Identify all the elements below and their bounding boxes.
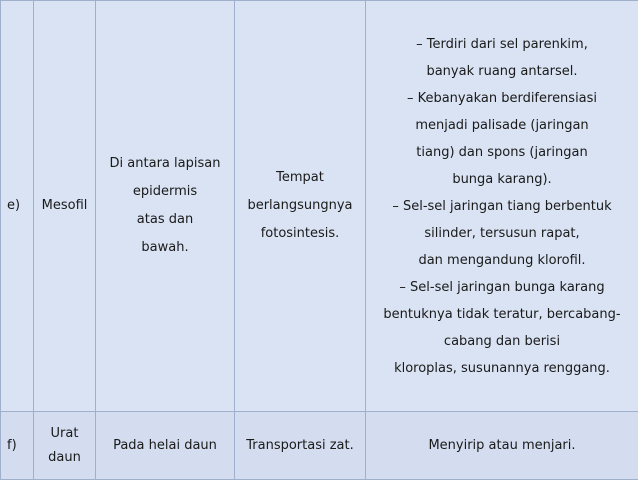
location-line: atas dan <box>100 206 230 234</box>
tissue-description: Menyirip atau menjari. <box>366 412 638 480</box>
description-line: kloroplas, susunannya renggang. <box>370 355 634 382</box>
description-line: cabang dan berisi <box>370 328 634 355</box>
tissue-name: Mesofil <box>34 1 96 412</box>
description-line: – Sel-sel jaringan tiang berbentuk <box>370 193 634 220</box>
row-label: e) <box>1 1 34 412</box>
name-line: Urat <box>38 422 91 446</box>
tissue-description <box>366 1 638 412</box>
description-line: menjadi palisade (jaringan <box>370 112 634 139</box>
tissue-function: Transportasi zat. <box>235 412 366 480</box>
function-line: Tempat <box>239 164 361 192</box>
description-line: bentuknya tidak teratur, bercabang- <box>370 301 634 328</box>
location-line: Di antara lapisan <box>100 150 230 178</box>
description-line: tiang) dan spons (jaringan <box>370 139 634 166</box>
function-line: fotosintesis. <box>239 220 361 248</box>
tissue-name <box>34 412 96 480</box>
tissue-location <box>96 1 235 412</box>
function-line: berlangsungnya <box>239 192 361 220</box>
name-line: daun <box>38 446 91 470</box>
tissue-location: Pada helai daun <box>96 412 235 480</box>
description-line: bunga karang). <box>370 166 634 193</box>
description-line: dan mengandung klorofil. <box>370 247 634 274</box>
location-line: bawah. <box>100 234 230 262</box>
table-row <box>1 1 638 412</box>
tissue-function <box>235 1 366 412</box>
description-line: banyak ruang antarsel. <box>370 58 634 85</box>
description-line: – Sel-sel jaringan bunga karang <box>370 274 634 301</box>
row-label: f) <box>1 412 34 480</box>
table-row <box>1 412 638 480</box>
location-line: epidermis <box>100 178 230 206</box>
description-line: silinder, tersusun rapat, <box>370 220 634 247</box>
description-line: – Terdiri dari sel parenkim, <box>370 31 634 58</box>
description-line: – Kebanyakan berdiferensiasi <box>370 85 634 112</box>
